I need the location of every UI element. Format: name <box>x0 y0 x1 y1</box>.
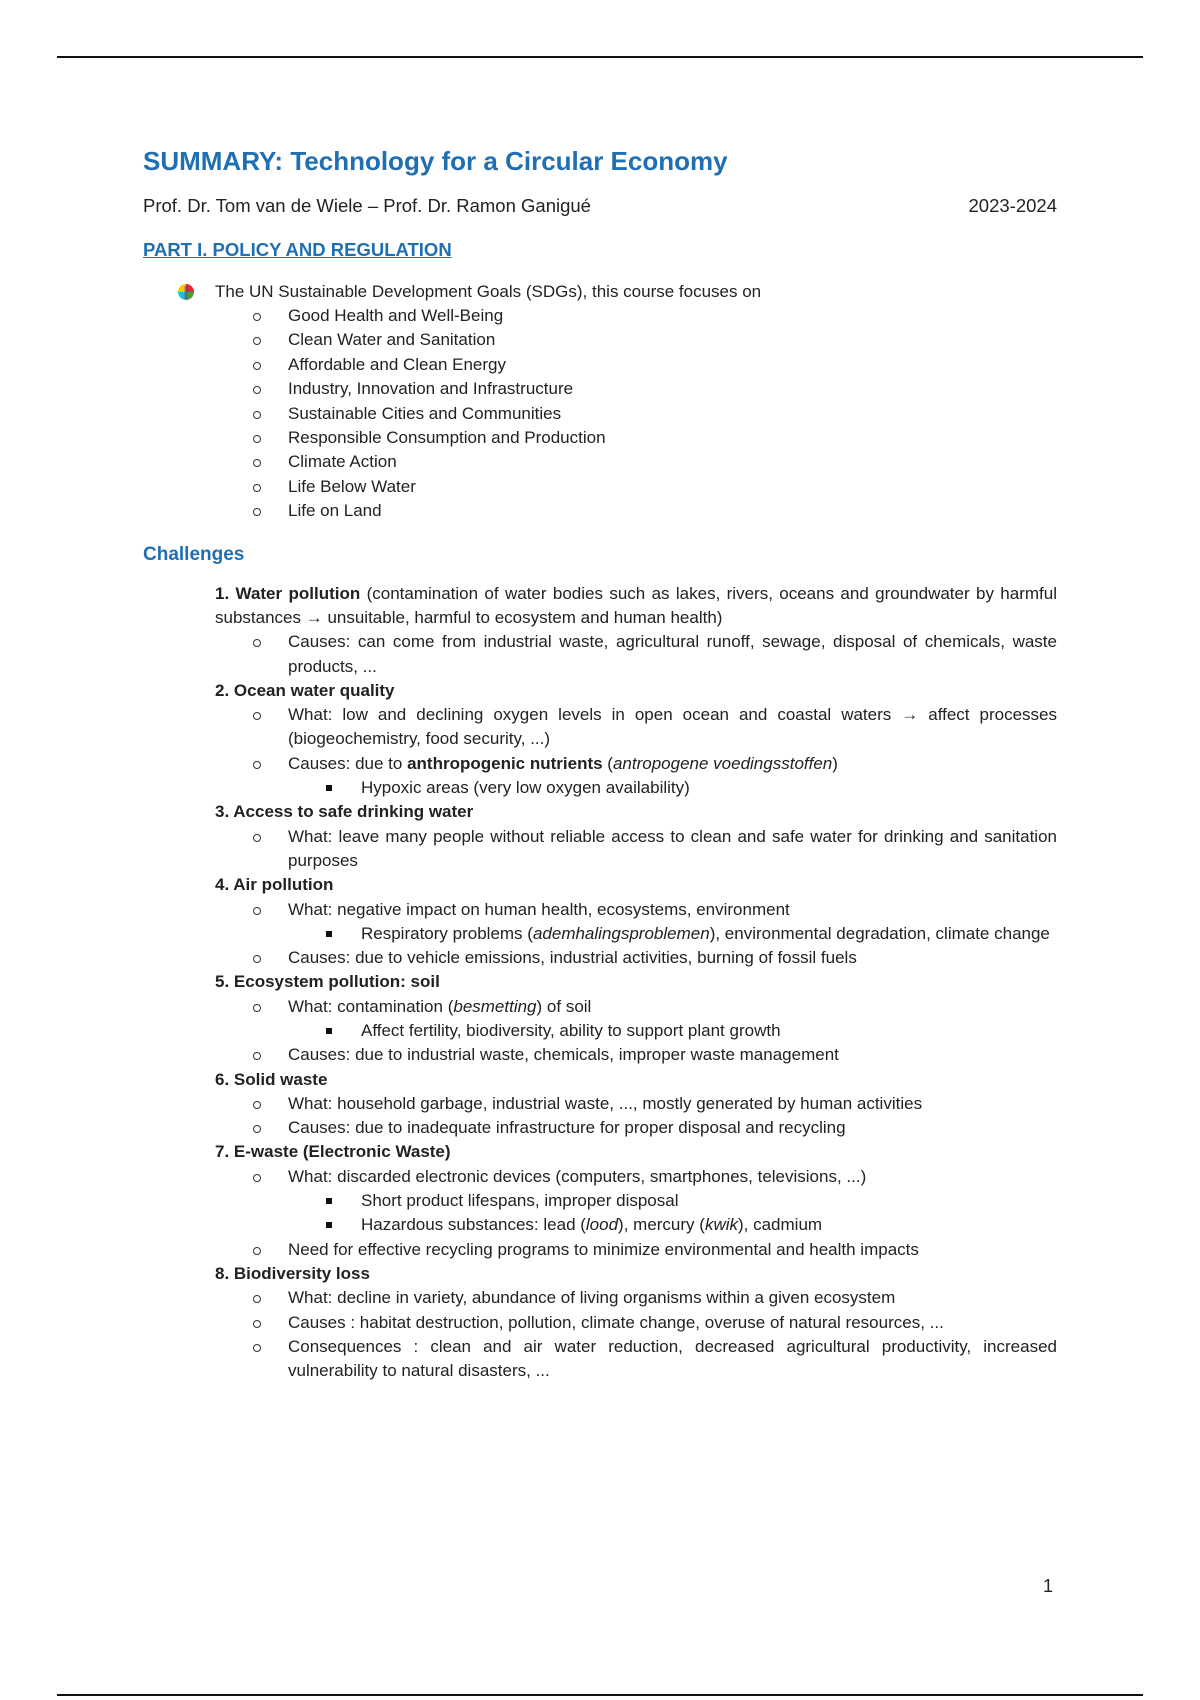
list-item: Need for effective recycling programs to minimize environmental and health impacts <box>215 1238 1057 1262</box>
document-title: SUMMARY: Technology for a Circular Economy <box>143 146 728 176</box>
list-item: Industry, Innovation and Infrastructure <box>215 377 1057 401</box>
list-item: What: discarded electronic devices (computers, smartphones, televisions, ...) Short product lifespans, improper disposal Hazardous substances: lead (lood), mercury (kwik), cadmium <box>215 1165 1057 1238</box>
challenge-soil-pollution: 5. Ecosystem pollution: soil <box>215 972 440 992</box>
authors: Prof. Dr. Tom van de Wiele – Prof. Dr. Ramon Ganigué <box>143 195 591 216</box>
list-item: Causes: due to anthropogenic nutrients (antropogene voedingsstoffen) Hypoxic areas (very low oxygen availability) <box>215 752 1057 801</box>
list-item: Causes : habitat destruction, pollution, climate change, overuse of natural resources, ... <box>215 1311 1057 1335</box>
list-item: What: leave many people without reliable access to clean and safe water for drinking and sanitation purposes <box>215 825 1057 874</box>
list-item: Hypoxic areas (very low oxygen availability) <box>215 776 1057 800</box>
challenges-list <box>143 582 1057 1384</box>
sdg-list <box>143 304 1057 524</box>
challenge-solid-waste: 6. Solid waste <box>215 1069 328 1089</box>
list-item: Clean Water and Sanitation <box>215 328 1057 352</box>
list-item: Causes: due to vehicle emissions, industrial activities, burning of fossil fuels <box>215 946 1057 970</box>
page-number: 1 <box>1043 1576 1054 1596</box>
academic-year: 2023-2024 <box>968 195 1057 216</box>
top-rule <box>57 56 1143 58</box>
sdg-wheel-icon <box>177 283 195 301</box>
challenge-drinking-water: 3. Access to safe drinking water <box>215 802 474 822</box>
list-item: Causes: can come from industrial waste, agricultural runoff, sewage, disposal of chemicals, waste products, ... <box>215 630 1057 679</box>
list-item: Hazardous substances: lead (lood), mercury (kwik), cadmium <box>215 1213 1057 1237</box>
list-item: Sustainable Cities and Communities <box>215 402 1057 426</box>
sdg-intro-text: The UN Sustainable Development Goals (SDGs), this course focuses on <box>215 282 762 301</box>
challenge-air-pollution: 4. Air pollution <box>215 875 334 895</box>
bottom-rule <box>57 1694 1143 1696</box>
document-page <box>143 140 1057 1383</box>
list-item: Causes: due to inadequate infrastructure for proper disposal and recycling <box>215 1116 1057 1140</box>
list-item: What: contamination (besmetting) of soil Affect fertility, biodiversity, ability to support plant growth <box>215 995 1057 1044</box>
author-line <box>143 194 1057 218</box>
part-heading: PART I. POLICY AND REGULATION <box>143 239 452 260</box>
challenge-biodiversity-loss: 8. Biodiversity loss <box>215 1263 370 1283</box>
list-item: Life on Land <box>215 499 1057 523</box>
sdg-intro <box>143 280 1057 304</box>
challenge-ocean-water-quality: 2. Ocean water quality <box>215 680 395 700</box>
list-item: Causes: due to industrial waste, chemicals, improper waste management <box>215 1043 1057 1067</box>
challenge-e-waste: 7. E-waste (Electronic Waste) <box>215 1142 451 1162</box>
challenge-water-pollution: 1. Water pollution (contamination of water bodies such as lakes, rivers, oceans and groundwater by harmful substances → unsuitable, harmful to ecosystem and human health) <box>215 583 1057 627</box>
list-item: Life Below Water <box>215 475 1057 499</box>
challenges-heading: Challenges <box>143 543 245 565</box>
list-item: Consequences : clean and air water reduction, decreased agricultural productivity, increased vulnerability to natural disasters, ... <box>215 1335 1057 1384</box>
list-item: Affect fertility, biodiversity, ability to support plant growth <box>215 1019 1057 1043</box>
list-item: What: low and declining oxygen levels in open ocean and coastal waters → affect processes (biogeochemistry, food security, ...) <box>215 703 1057 752</box>
list-item: Climate Action <box>215 450 1057 474</box>
list-item: What: negative impact on human health, ecosystems, environment Respiratory problems (ademhalingsproblemen), environmental degradation, climate change <box>215 898 1057 947</box>
list-item: Affordable and Clean Energy <box>215 353 1057 377</box>
list-item: Responsible Consumption and Production <box>215 426 1057 450</box>
list-item: What: household garbage, industrial waste, ..., mostly generated by human activities <box>215 1092 1057 1116</box>
list-item: What: decline in variety, abundance of living organisms within a given ecosystem <box>215 1286 1057 1310</box>
list-item: Good Health and Well-Being <box>215 304 1057 328</box>
list-item: Short product lifespans, improper disposal <box>215 1189 1057 1213</box>
list-item: Respiratory problems (ademhalingsproblemen), environmental degradation, climate change <box>215 922 1057 946</box>
